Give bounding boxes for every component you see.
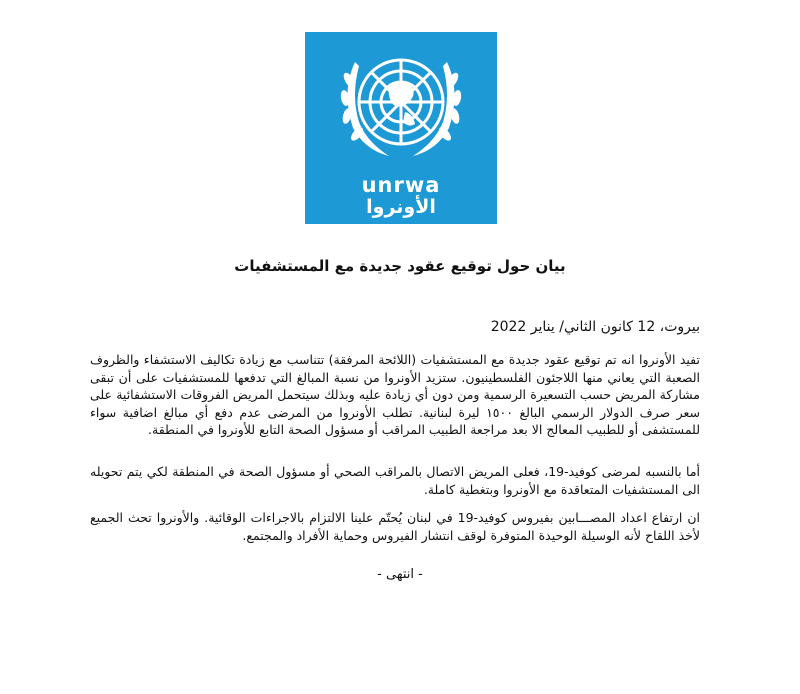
end-marker: - انتهى - <box>377 567 423 582</box>
logo-wordmark-arabic: الأونروا <box>366 196 436 218</box>
un-emblem-icon <box>305 32 497 172</box>
paragraph-covid-patients: أما بالنسبه لمرضى كوفيد-19، فعلى المريض الاتصال بالمراقب الصحي أو مسؤول الصحة في المنطقة لكي يتم تحويله الى المستشفيات المتعاقدة مع الأونروا وبتغطية كاملة. <box>90 464 700 497</box>
unrwa-logo <box>305 32 497 224</box>
document-title: بيان حول توقيع عقود جديدة مع المستشفيات <box>234 257 566 275</box>
logo-wordmark-latin: unrwa <box>361 173 441 197</box>
paragraph-vaccination: ان ارتفاع اعداد المصـــابين بفيروس كوفيد-19 في لبنان يُحتّم علينا الالتزام بالاجراءات الوقائية. والأونروا تحث الجميع لأخذ اللقاح لأنه الوسيلة الوحيدة المتوفرة لوقف انتشار الفيروس وحماية الأفراد والمجتمع. <box>90 510 700 543</box>
paragraph-hospital-contracts: تفيد الأونروا انه تم توقيع عقود جديدة مع المستشفيات (اللائحة المرفقة) تتناسب مع زيادة تكاليف الاستشفاء والظروف الصعبة التي يعاني منها اللاجئون الفلسطينيون. ستزيد الأونروا من نسبة المبالغ التي تدفعها للمستشفيات على أن تبقى مشاركة المريض حسب التسعيرة الرسمية ومن دون أي زيادة عليه وبذلك سيتحمل المريض الفروقات الاستشفائية على سعر صرف الدولار الرسمي البالغ ١٥٠٠ ليرة لبنانية. تطلب الأونروا من المرضى عدم دفع أي مبالغ اضافية سواء للمستشفى أو للطبيب المعالج الا بعد مراجعة الطبيب المراقب أو مسؤول الصحة التابع للأونروا في المنطقة. <box>90 352 701 437</box>
dateline: بيروت، 12 كانون الثاني/ يناير 2022 <box>490 319 700 335</box>
